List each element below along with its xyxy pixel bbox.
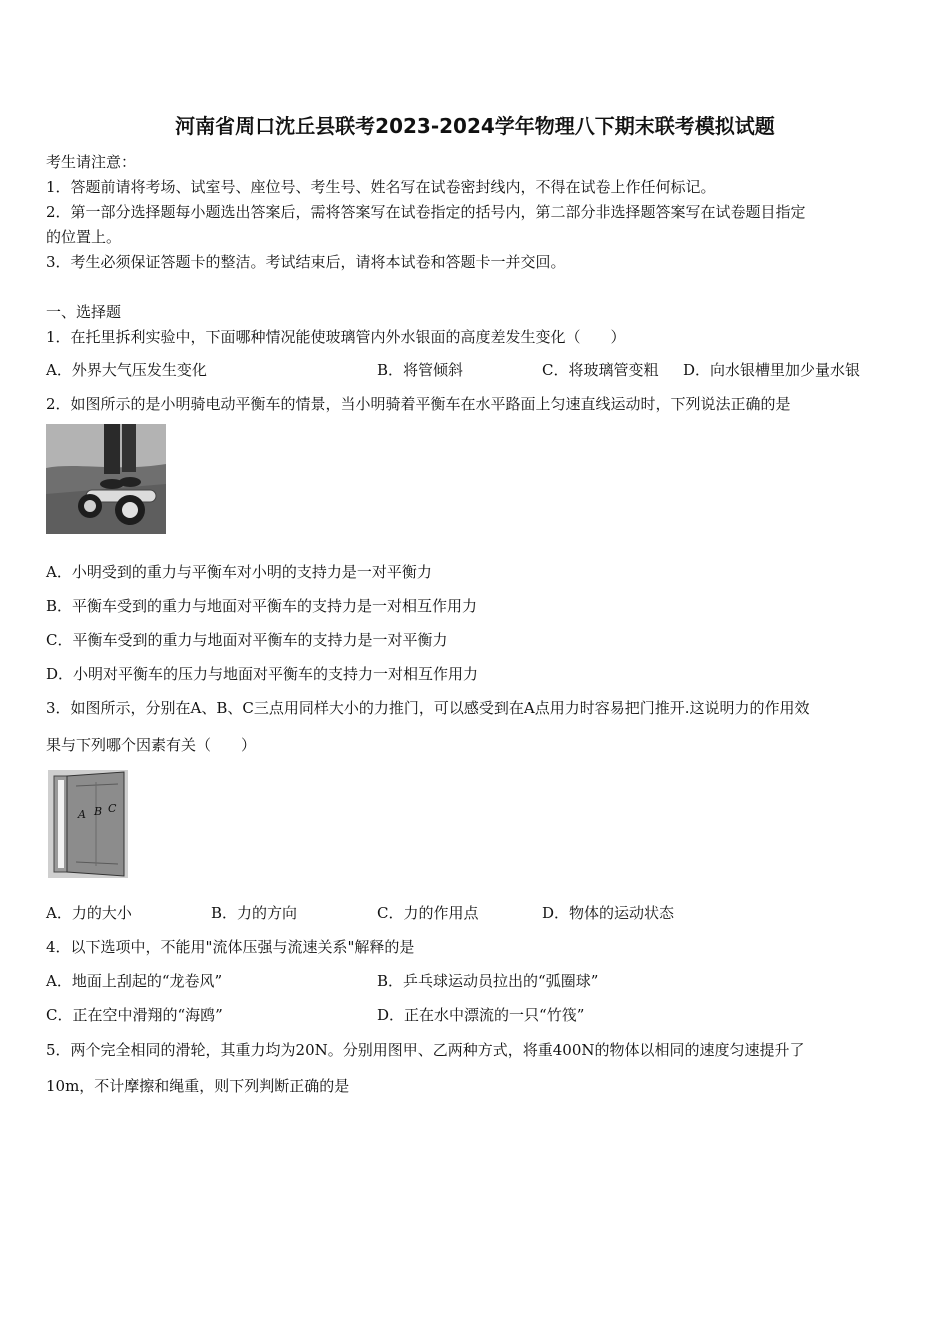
question-2-stem: 2．如图所示的是小明骑电动平衡车的情景，当小明骑着平衡车在水平路面上匀速直线运动时，下列说法正确的是 bbox=[46, 395, 791, 413]
door-label-a: A bbox=[78, 808, 86, 821]
page-title: 河南省周口沈丘县联考2023-2024学年物理八下期末联考模拟试题 bbox=[175, 114, 775, 138]
q1-option-b: B．将管倾斜 bbox=[377, 361, 464, 379]
q2-option-a: A．小明受到的重力与平衡车对小明的支持力是一对平衡力 bbox=[46, 563, 432, 581]
door-figure bbox=[48, 770, 128, 878]
q4-option-c: C．正在空中滑翔的“海鸥” bbox=[46, 1006, 223, 1024]
q4-option-a: A．地面上刮起的“龙卷风” bbox=[46, 972, 223, 990]
question-5-stem-line2: 10m，不计摩擦和绳重，则下列判断正确的是 bbox=[46, 1077, 350, 1095]
q1-option-a: A．外界大气压发生变化 bbox=[46, 361, 207, 379]
q1-option-d: D．向水银槽里加少量水银 bbox=[683, 361, 861, 379]
q4-option-b: B．乒乓球运动员拉出的“弧圈球” bbox=[377, 972, 599, 990]
question-5-stem-line1: 5．两个完全相同的滑轮，其重力均为20N。分别用图甲、乙两种方式，将重400N的物体以相同的速度匀速提升了 bbox=[46, 1041, 805, 1059]
notice-heading: 考生请注意： bbox=[46, 153, 137, 171]
notice-item: 3．考生必须保证答题卡的整洁。考试结束后，请将本试卷和答题卡一并交回。 bbox=[46, 253, 566, 271]
notice-item: 1．答题前请将考场、试室号、座位号、考生号、姓名写在试卷密封线内，不得在试卷上作任何标记。 bbox=[46, 178, 716, 196]
question-3-stem-line2: 果与下列哪个因素有关（ ） bbox=[46, 736, 257, 754]
q2-option-c: C．平衡车受到的重力与地面对平衡车的支持力是一对平衡力 bbox=[46, 631, 448, 649]
q2-option-d: D．小明对平衡车的压力与地面对平衡车的支持力一对相互作用力 bbox=[46, 665, 479, 683]
balance-scooter-photo bbox=[46, 424, 166, 534]
question-3-stem-line1: 3．如图所示，分别在A、B、C三点用同样大小的力推门，可以感受到在A点用力时容易把门推开.这说明力的作用效 bbox=[46, 699, 810, 717]
q3-option-b: B．力的方向 bbox=[211, 904, 298, 922]
q4-option-d: D．正在水中漂流的一只“竹筏” bbox=[377, 1006, 585, 1024]
q1-option-c: C．将玻璃管变粗 bbox=[542, 361, 659, 379]
notice-item: 的位置上。 bbox=[46, 228, 122, 246]
notice-item: 2．第一部分选择题每小题选出答案后，需将答案写在试卷指定的括号内，第二部分非选择题答案写在试卷题目指定 bbox=[46, 203, 806, 221]
q3-option-d: D．物体的运动状态 bbox=[542, 904, 675, 922]
question-4-stem: 4．以下选项中，不能用"流体压强与流速关系"解释的是 bbox=[46, 938, 415, 956]
door-label-b: B bbox=[94, 805, 103, 818]
q2-option-b: B．平衡车受到的重力与地面对平衡车的支持力是一对相互作用力 bbox=[46, 597, 478, 615]
door-label-c: C bbox=[108, 802, 117, 815]
q3-option-a: A．力的大小 bbox=[46, 904, 132, 922]
q3-option-c: C．力的作用点 bbox=[377, 904, 479, 922]
question-1-stem: 1．在托里拆利实验中，下面哪种情况能使玻璃管内外水银面的高度差发生变化（ ） bbox=[46, 328, 626, 346]
section-heading: 一、选择题 bbox=[46, 303, 122, 321]
